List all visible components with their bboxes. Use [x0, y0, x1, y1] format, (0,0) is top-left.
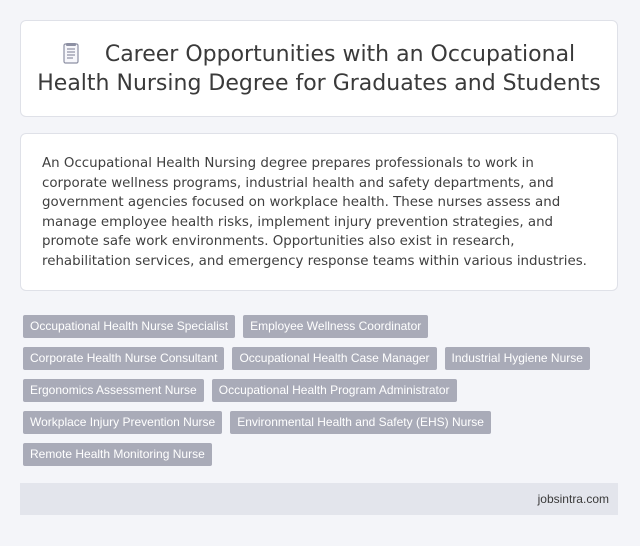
tag-item[interactable]: Workplace Injury Prevention Nurse: [23, 411, 222, 434]
tag-item[interactable]: Industrial Hygiene Nurse: [445, 347, 590, 370]
tag-item[interactable]: Occupational Health Case Manager: [232, 347, 436, 370]
tag-item[interactable]: Ergonomics Assessment Nurse: [23, 379, 204, 402]
title-card: [20, 20, 618, 117]
page-title: [21, 40, 617, 98]
tag-item[interactable]: Employee Wellness Coordinator: [243, 315, 428, 338]
tag-list: [23, 315, 603, 466]
tag-item[interactable]: Remote Health Monitoring Nurse: [23, 443, 212, 466]
tag-item[interactable]: Corporate Health Nurse Consultant: [23, 347, 224, 370]
footer-bar: [20, 483, 618, 515]
tag-item[interactable]: Occupational Health Program Administrator: [212, 379, 457, 402]
intro-card: [20, 133, 618, 291]
page-title-text: Career Opportunities with an Occupational Health Nursing Degree for Graduates and Students: [37, 41, 601, 96]
tag-item[interactable]: Occupational Health Nurse Specialist: [23, 315, 235, 338]
tag-item[interactable]: Environmental Health and Safety (EHS) Nurse: [230, 411, 491, 434]
intro-text: An Occupational Health Nursing degree prepares professionals to work in corporate wellness programs, industrial health and safety departments, and government agencies focused on workplace health. These nurses assess and manage employee health risks, implement injury prevention strategies, and promote safe work environments. Opportunities also exist in research, rehabilitation services, and emergency response teams within various industries.: [42, 156, 587, 269]
document-icon: [63, 43, 79, 64]
footer-site-link[interactable]: jobsintra.com: [537, 492, 609, 506]
